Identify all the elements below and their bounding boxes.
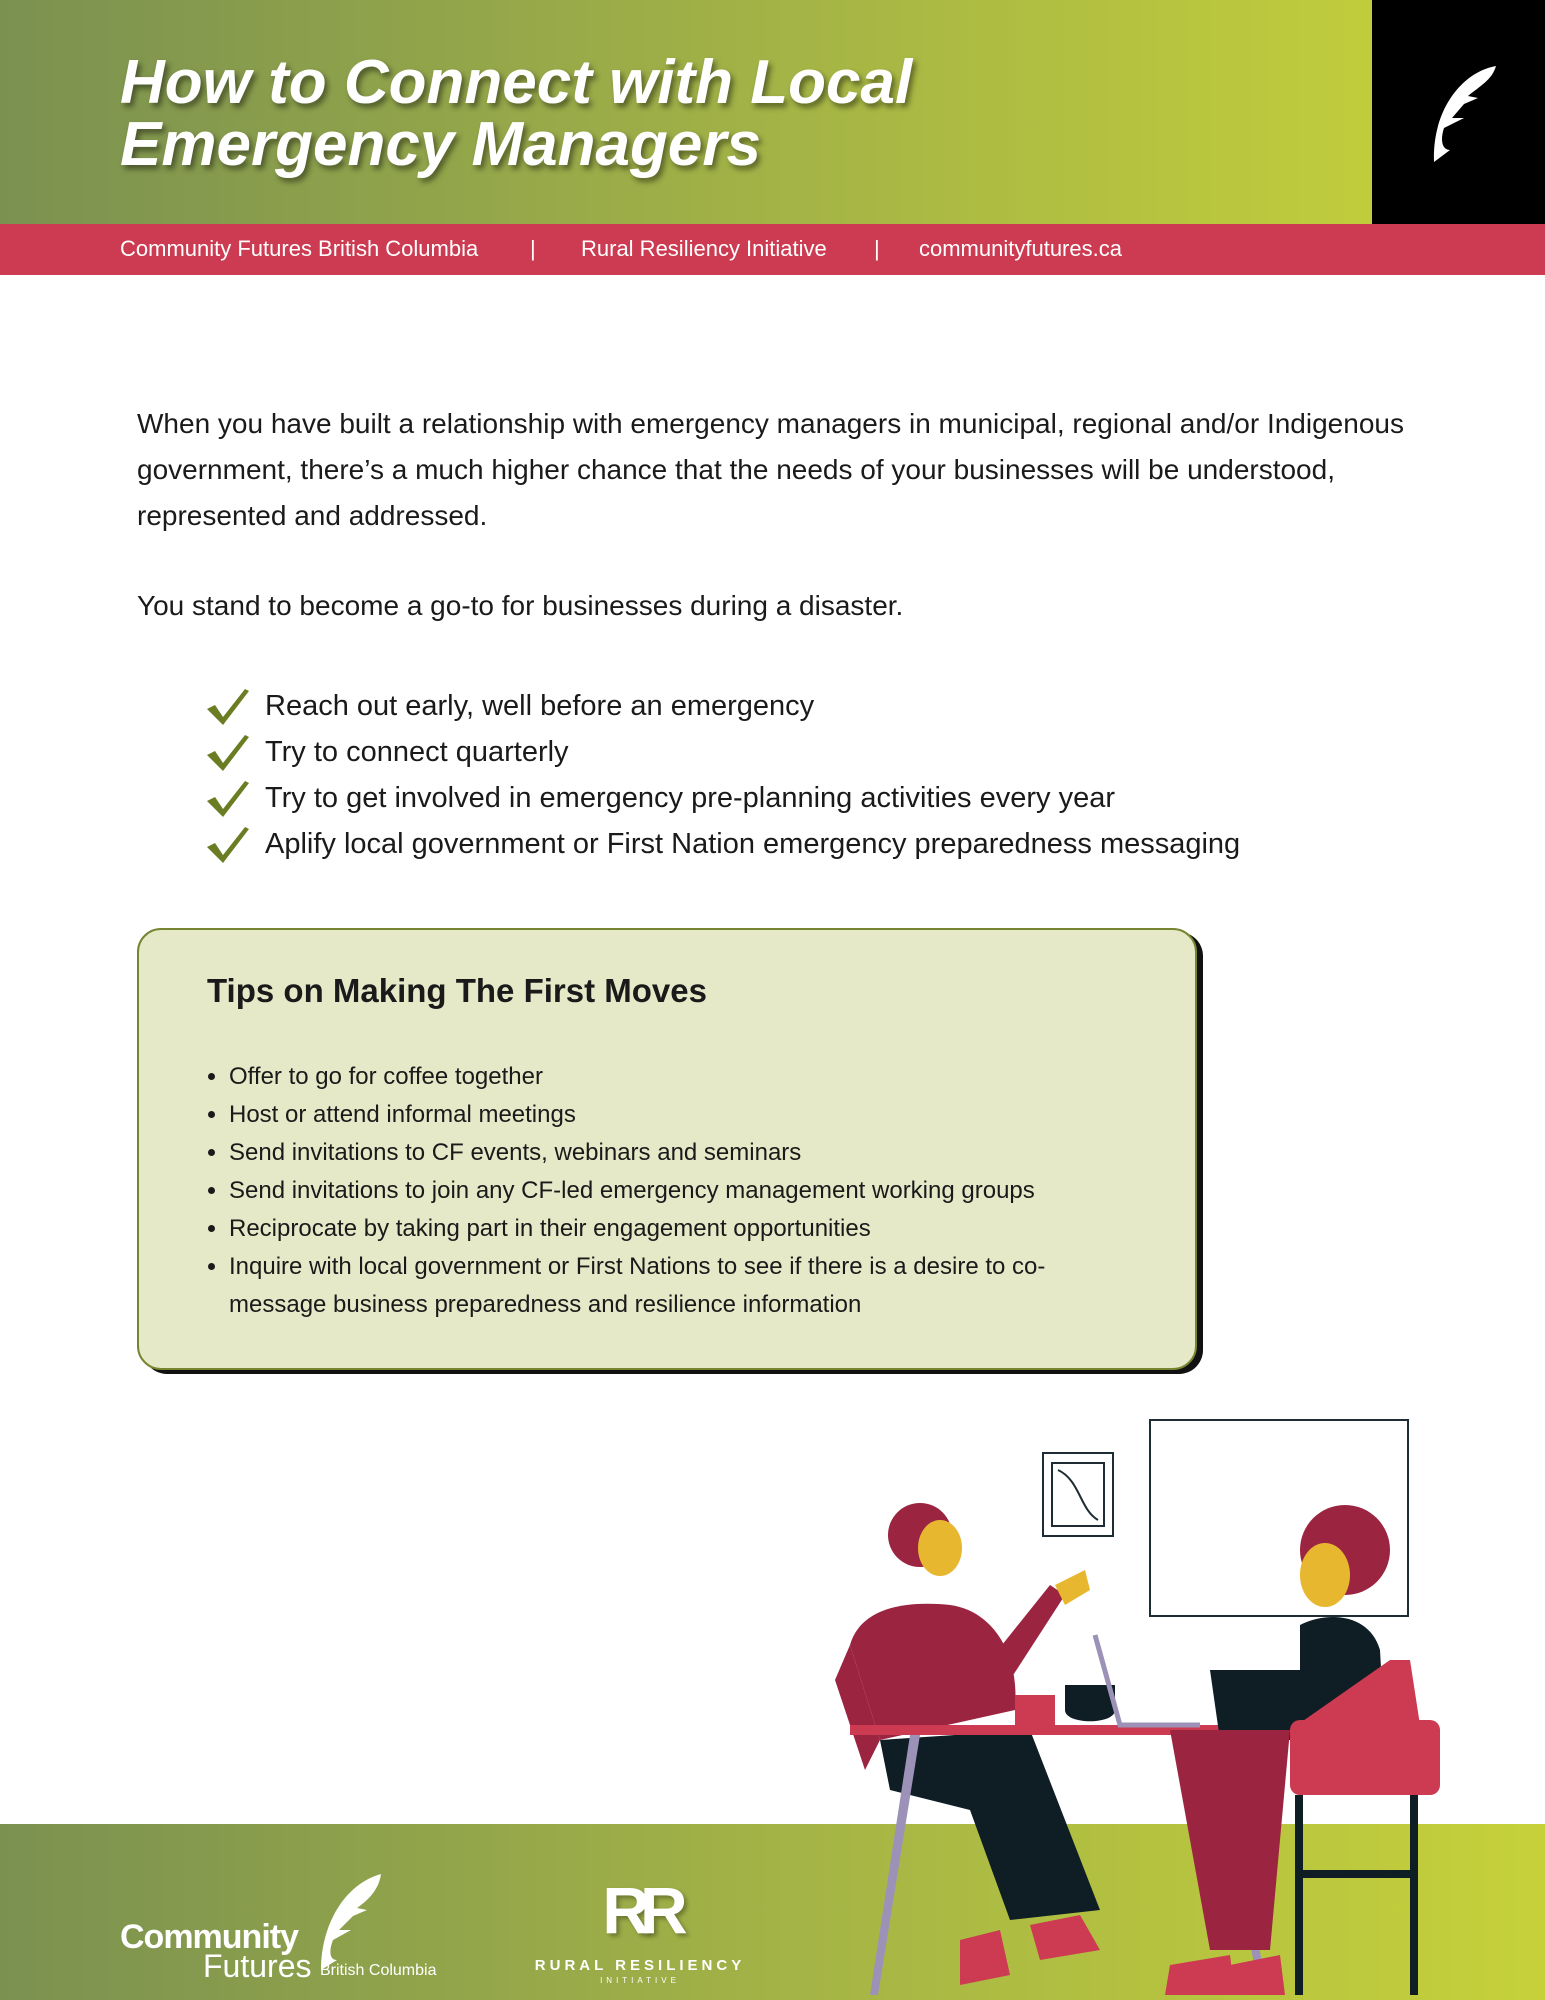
org-name: Community Futures British Columbia: [120, 236, 479, 261]
page-title: [120, 48, 913, 179]
intro-paragraph-2: You stand to become a go-to for businesses during a disaster.: [137, 590, 904, 621]
checklist-text: Try to connect quarterly: [265, 735, 569, 768]
tip-item: • Send invitations to CF events, webinars and seminars: [229, 1134, 1129, 1172]
checkmark-icon: [205, 685, 251, 727]
header-logo-box: [1372, 0, 1545, 224]
logo-region: British Columbia: [320, 1962, 437, 1979]
rr-mark: RR: [602, 1873, 678, 1947]
rural-resiliency-logo: [530, 1873, 750, 1985]
checklist-item: [205, 775, 1240, 821]
checkmark-icon: [205, 731, 251, 773]
title-line-2: Emergency Managers: [120, 110, 761, 179]
checklist-item: [205, 821, 1240, 867]
checklist-text: Aplify local government or First Nation emergency preparedness messaging: [265, 827, 1241, 860]
rr-name: RURAL RESILIENCY: [534, 1957, 746, 1974]
tip-item: • Send invitations to join any CF-led emergency management working groups: [229, 1172, 1129, 1210]
initiative-name: Rural Resiliency Initiative: [581, 236, 827, 261]
separator: |: [530, 236, 536, 261]
logo-word: Community: [120, 1918, 298, 1956]
checklist: [205, 683, 1240, 867]
checkmark-icon: [205, 823, 251, 865]
tip-item: • Host or attend informal meetings: [229, 1096, 1129, 1134]
feather-logo-icon: [1372, 0, 1545, 224]
tips-heading: Tips on Making The First Moves: [207, 972, 707, 1009]
logo-word: Futures: [203, 1948, 312, 1984]
rr-sub: INITIATIVE: [600, 1976, 680, 1985]
feather-logo-icon: [315, 1874, 385, 1974]
separator: |: [874, 236, 880, 261]
tip-item: • Reciprocate by taking part in their engagement opportunities: [229, 1210, 1129, 1248]
tip-item: • Inquire with local government or First Nations to see if there is a desire to co-message business preparedness and resilience information: [229, 1248, 1129, 1324]
checklist-text: Try to get involved in emergency pre-planning activities every year: [265, 781, 1115, 814]
checklist-item: [205, 729, 1240, 775]
checklist-text: Reach out early, well before an emergency: [265, 689, 815, 722]
website-link[interactable]: communityfutures.ca: [919, 236, 1122, 261]
tips-box: [137, 928, 1197, 1370]
info-band: [0, 224, 1545, 275]
checklist-item: [205, 683, 1240, 729]
meeting-illustration: [790, 1410, 1450, 2000]
community-futures-logo: [120, 1854, 450, 1984]
tips-list: [209, 1058, 1129, 1324]
checkmark-icon: [205, 777, 251, 819]
tip-item: • Offer to go for coffee together: [229, 1058, 1129, 1096]
intro-paragraph: When you have built a relationship with emergency managers in municipal, regional and/or Indigenous government, there’s a much higher chance that the needs of your businesses will be understood, represented and addressed.: [137, 408, 1404, 531]
title-line-1: How to Connect with Local: [120, 48, 913, 117]
